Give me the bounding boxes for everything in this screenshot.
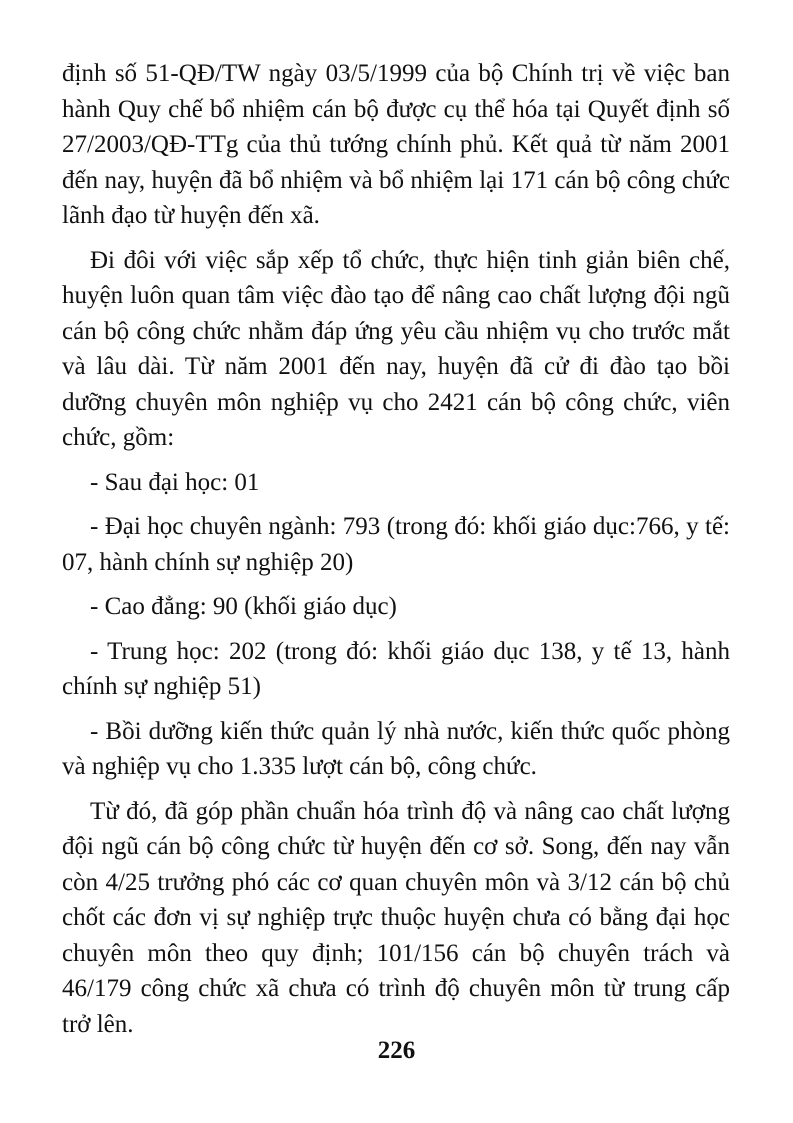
page-body [62,56,730,1051]
page-number: 226 [377,1037,416,1064]
paragraph-decision-appointment: định số 51-QĐ/TW ngày 03/5/1999 của bộ Chính trị về việc ban hành Quy chế bổ nhiệm cán bộ được cụ thể hóa tại Quyết định số 27/2003/QĐ-TTg của thủ tướng chính phủ. Kết quả từ năm 2001 đến nay, huyện đã bổ nhiệm và bổ nhiệm lại 171 cán bộ công chức lãnh đạo từ huyện đến xã. [62,60,730,229]
list-item-state-management-training: - Bồi dưỡng kiến thức quản lý nhà nước, kiến thức quốc phòng và nghiệp vụ cho 1.335 lượt cán bộ, công chức. [62,717,730,780]
paragraph-conclusion: Từ đó, đã góp phần chuẩn hóa trình độ và nâng cao chất lượng đội ngũ cán bộ công chức từ huyện đến cơ sở. Song, đến nay vẫn còn 4/25 trưởng phó các cơ quan chuyên môn và 3/12 cán bộ chủ chốt các đơn vị sự nghiệp trực thuộc huyện chưa có bằng đại học chuyên môn theo quy định; 101/156 cán bộ chuyên trách và 46/179 công chức xã chưa có trình độ chuyên môn từ trung cấp trở lên. [62,797,730,1038]
list-item-postgraduate: - Sau đại học: 01 [90,468,260,496]
list-item-intermediate: - Trung học: 202 (trong đó: khối giáo dục 138, y tế 13, hành chính sự nghiệp 51) [62,637,730,700]
list-item-university: - Đại học chuyên ngành: 793 (trong đó: khối giáo dục:766, y tế: 07, hành chính sự nghiệp 20) [62,513,730,576]
list-item-college: - Cao đẳng: 90 (khối giáo dục) [90,593,397,620]
paragraph-training-intro: Đi đôi với việc sắp xếp tổ chức, thực hiện tinh giản biên chế, huyện luôn quan tâm việc đào tạo để nâng cao chất lượng đội ngũ cán bộ công chức nhằm đáp ứng yêu cầu nhiệm vụ cho trước mắt và lâu dài. Từ năm 2001 đến nay, huyện đã cử đi đào tạo bồi dưỡng chuyên môn nghiệp vụ cho 2421 cán bộ công chức, viên chức, gồm: [62,246,730,451]
